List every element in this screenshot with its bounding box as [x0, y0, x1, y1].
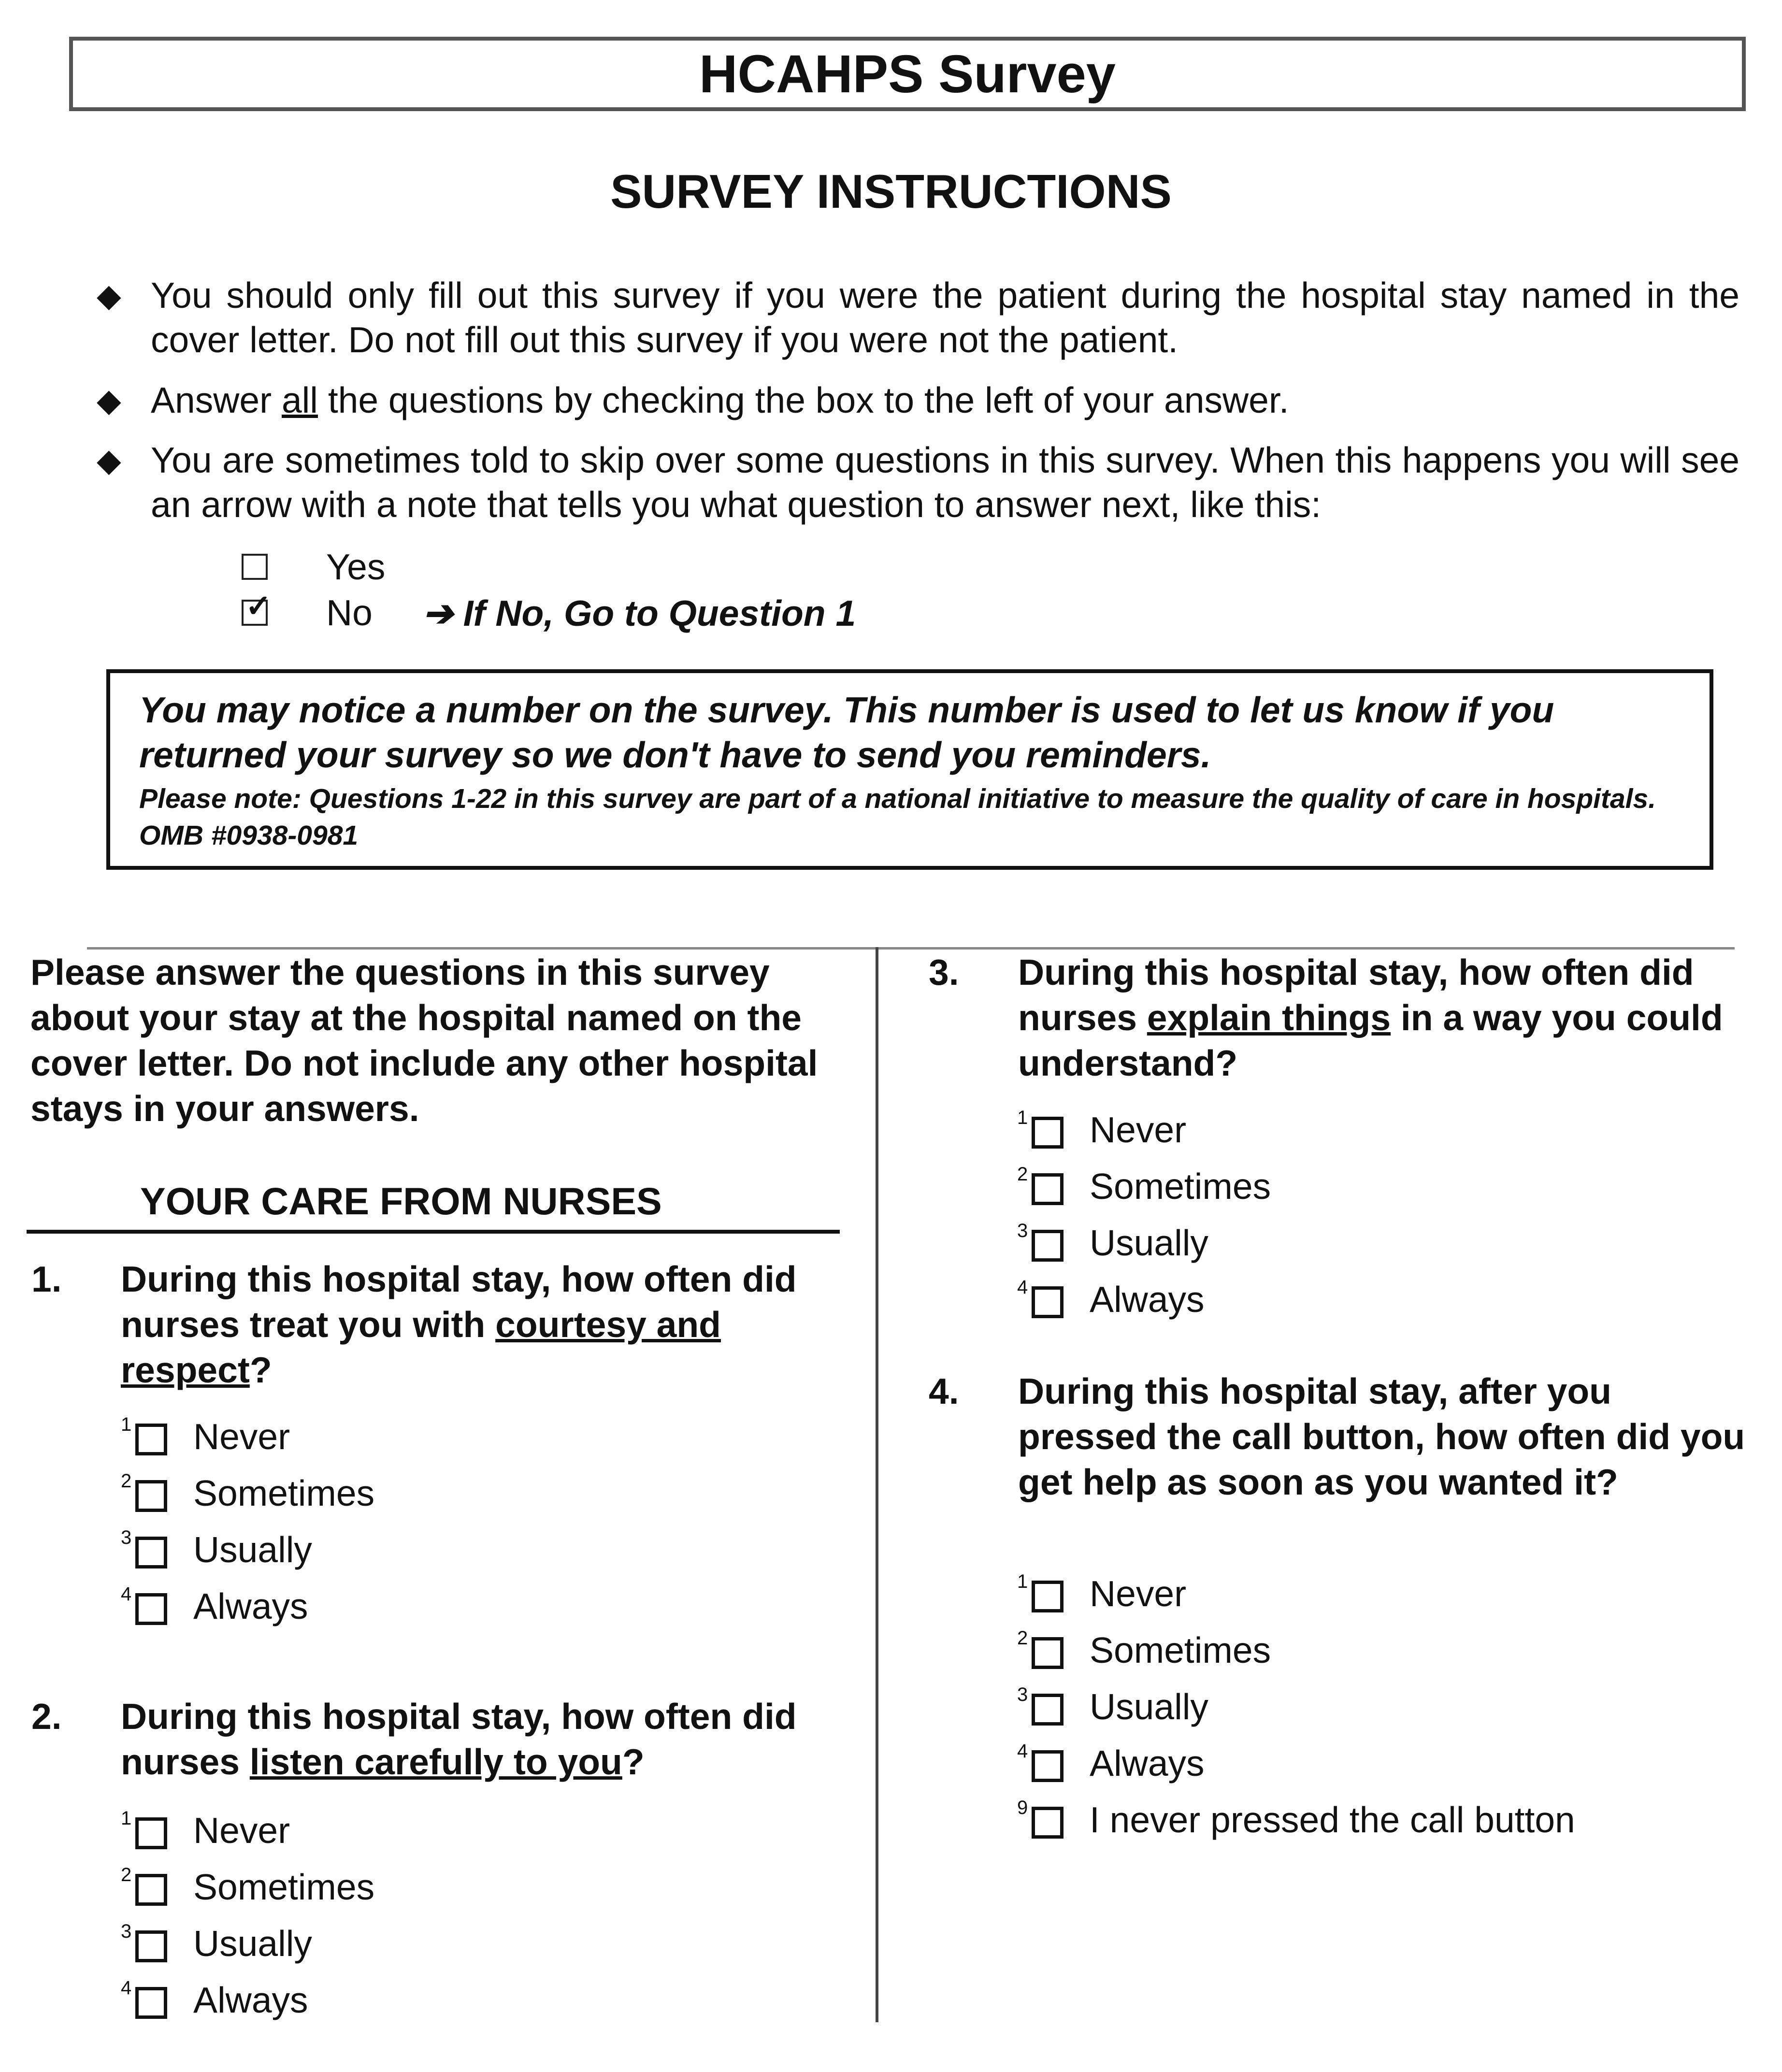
- diamond-bullet-icon: ◆: [97, 442, 121, 478]
- option-label: Sometimes: [1090, 1166, 1271, 1207]
- notice-note: Please note: Questions 1-22 in this survey are part of a national initiative to measure the quality of care in hospitals. OMB #0938-0981: [139, 783, 1656, 851]
- option-label: Usually: [193, 1529, 312, 1570]
- example-no-label: No: [326, 592, 373, 633]
- example-checkbox-yes[interactable]: [242, 554, 268, 580]
- option-label: I never pressed the call button: [1090, 1799, 1575, 1840]
- instruction-text: You are sometimes told to skip over some questions in this survey. When this happens you will see an arrow with a note that tells you what question to answer next, like this:: [151, 440, 1739, 525]
- instruction-bullet-2: [97, 378, 1739, 422]
- checkbox[interactable]: [135, 1874, 167, 1906]
- checkbox[interactable]: [1032, 1230, 1063, 1262]
- checkbox[interactable]: [1032, 1750, 1063, 1782]
- question-2: [31, 1694, 814, 1784]
- checkbox[interactable]: [1032, 1286, 1063, 1318]
- notice-main: You may notice a number on the survey. This number is used to let us know if you returned your survey so we don't have to send you reminders.: [139, 690, 1554, 775]
- option-label: Never: [193, 1810, 290, 1851]
- instructions-heading: SURVEY INSTRUCTIONS: [610, 165, 1172, 218]
- option-label: Never: [193, 1416, 290, 1457]
- example-checkbox-no[interactable]: [242, 600, 268, 626]
- option-label: Always: [193, 1586, 308, 1626]
- checkbox[interactable]: [135, 1424, 167, 1455]
- checkbox[interactable]: [135, 1480, 167, 1512]
- column-divider: [876, 947, 878, 2022]
- option-label: Usually: [1090, 1686, 1208, 1727]
- checkbox[interactable]: [135, 1987, 167, 2019]
- option-label: Always: [1090, 1279, 1205, 1320]
- question-number: 2.: [31, 1696, 62, 1737]
- skip-instruction: ➔ If No, Go to Question 1: [423, 593, 856, 633]
- question-4: [929, 1368, 1750, 1505]
- title-box: [69, 37, 1746, 111]
- option-label: Never: [1090, 1109, 1187, 1150]
- option-label: Never: [1090, 1573, 1187, 1614]
- section-heading: YOUR CARE FROM NURSES: [140, 1180, 662, 1223]
- question-3: [929, 950, 1750, 1086]
- checkbox[interactable]: [135, 1537, 167, 1568]
- diamond-bullet-icon: ◆: [97, 277, 121, 313]
- notice-box: [106, 669, 1713, 870]
- checkbox[interactable]: [135, 1817, 167, 1849]
- option-label: Usually: [193, 1923, 312, 1964]
- option-label: Sometimes: [1090, 1630, 1271, 1670]
- instruction-text: You should only fill out this survey if you were the patient during the hospital stay named in the cover letter. Do not fill out this survey if you were not the patient.: [151, 275, 1739, 360]
- intro-text: Please answer the questions in this survey about your stay at the hospital named on the cover letter. Do not include any other hospital stays in your answers.: [30, 952, 818, 1129]
- question-text: During this hospital stay, how often did nurses listen carefully to you?: [121, 1696, 797, 1782]
- checkbox[interactable]: [1032, 1807, 1063, 1839]
- instruction-bullet-3: [97, 438, 1739, 527]
- checkbox[interactable]: [1032, 1581, 1063, 1612]
- question-text: During this hospital stay, how often did nurses explain things in a way you could understand?: [1018, 952, 1723, 1083]
- question-number: 3.: [929, 952, 959, 993]
- question-number: 4.: [929, 1371, 959, 1411]
- diamond-bullet-icon: ◆: [97, 382, 121, 418]
- instruction-text: Answer all the questions by checking the box to the left of your answer.: [151, 380, 1289, 420]
- option-label: Always: [1090, 1743, 1205, 1784]
- checkbox[interactable]: [1032, 1117, 1063, 1149]
- question-1: [31, 1256, 814, 1393]
- example-no-row: [242, 592, 856, 633]
- example-yes-label: Yes: [326, 547, 386, 587]
- option-label: Sometimes: [193, 1867, 375, 1907]
- question-number: 1.: [31, 1259, 62, 1299]
- checkbox[interactable]: [1032, 1694, 1063, 1726]
- instruction-bullet-1: [97, 273, 1739, 362]
- section-heading-rule: [27, 1230, 840, 1234]
- question-text: During this hospital stay, how often did nurses treat you with courtesy and respect?: [121, 1259, 797, 1390]
- checkbox[interactable]: [135, 1930, 167, 1962]
- option-label: Always: [193, 1980, 308, 2020]
- survey-title: HCAHPS Survey: [699, 44, 1116, 104]
- checkbox[interactable]: [135, 1593, 167, 1625]
- checkbox[interactable]: [1032, 1173, 1063, 1205]
- option-label: Sometimes: [193, 1473, 375, 1513]
- option-label: Usually: [1090, 1223, 1208, 1263]
- question-text: During this hospital stay, after you pressed the call button, how often did you get help as soon as you wanted it?: [1018, 1371, 1745, 1502]
- checkbox[interactable]: [1032, 1637, 1063, 1669]
- example-yes-row: [242, 546, 386, 588]
